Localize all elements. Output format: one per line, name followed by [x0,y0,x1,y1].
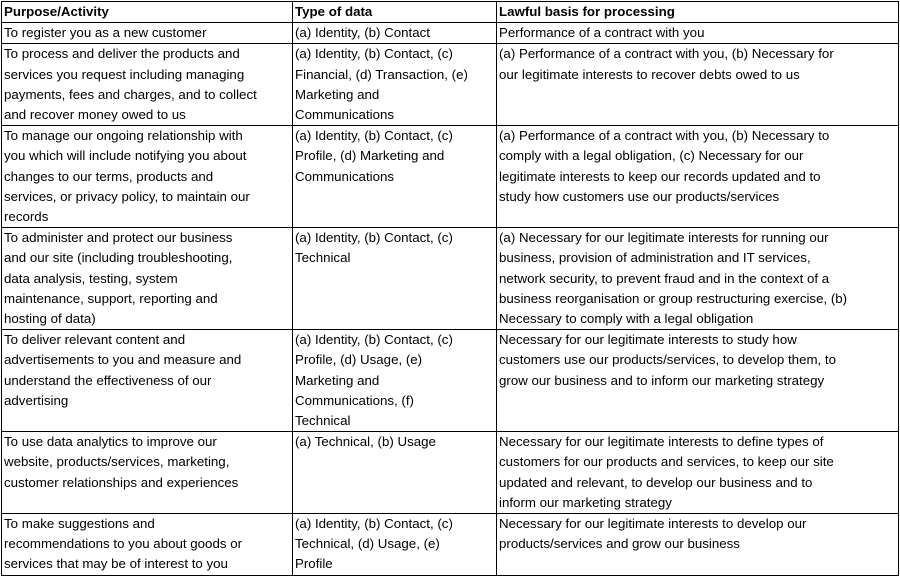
basis-cell: (a) Necessary for our legitimate interests for running our business, provision of administration and IT services, network security, to prevent fraud and in the context of a business reorganisation or group restructuring exercise, (b) Necessary to comply with a legal obligation [497,228,899,330]
purpose-cell: To manage our ongoing relationship with you which will include notifying you about changes to our terms, products and services, or privacy policy, to maintain our records [2,126,293,228]
purpose-cell: To register you as a new customer [2,23,293,44]
type-cell: (a) Identity, (b) Contact, (c) Profile, (d) Usage, (e) Marketing and Communications, (f) Technical [293,330,497,432]
table-row [2,330,899,432]
type-cell: (a) Identity, (b) Contact, (c) Technical, (d) Usage, (e) Profile [293,514,497,576]
header-type-of-data: Type of data [293,2,497,23]
table-row [2,432,899,514]
basis-cell: Necessary for our legitimate interests to study how customers use our products/services, to develop them, to grow our business and to inform our marketing strategy [497,330,899,432]
header-purpose: Purpose/Activity [2,2,293,23]
purpose-cell: To use data analytics to improve our website, products/services, marketing, customer relationships and experiences [2,432,293,514]
purpose-cell: To deliver relevant content and advertisements to you and measure and understand the effectiveness of our advertising [2,330,293,432]
basis-cell: (a) Performance of a contract with you, (b) Necessary for our legitimate interests to recover debts owed to us [497,44,899,126]
table-row [2,44,899,126]
table-row [2,23,899,44]
basis-cell: (a) Performance of a contract with you, (b) Necessary to comply with a legal obligation, (c) Necessary for our legitimate interests to keep our records updated and to study how customers use our products/services [497,126,899,228]
header-lawful-basis: Lawful basis for processing [497,2,899,23]
purpose-cell: To process and deliver the products and services you request including managing payments, fees and charges, and to collect and recover money owed to us [2,44,293,126]
basis-cell: Performance of a contract with you [497,23,899,44]
lawful-basis-table [1,1,899,576]
type-cell: (a) Technical, (b) Usage [293,432,497,514]
type-cell: (a) Identity, (b) Contact, (c) Technical [293,228,497,330]
purpose-cell: To make suggestions and recommendations to you about goods or services that may be of interest to you [2,514,293,576]
basis-cell: Necessary for our legitimate interests to develop our products/services and grow our business [497,514,899,576]
type-cell: (a) Identity, (b) Contact, (c) Financial, (d) Transaction, (e) Marketing and Communications [293,44,497,126]
purpose-cell: To administer and protect our business and our site (including troubleshooting, data analysis, testing, system maintenance, support, reporting and hosting of data) [2,228,293,330]
table-row [2,228,899,330]
type-cell: (a) Identity, (b) Contact, (c) Profile, (d) Marketing and Communications [293,126,497,228]
header-row [2,2,899,23]
basis-cell: Necessary for our legitimate interests to define types of customers for our products and services, to keep our site updated and relevant, to develop our business and to inform our marketing strategy [497,432,899,514]
table-row [2,514,899,576]
type-cell: (a) Identity, (b) Contact [293,23,497,44]
table-row [2,126,899,228]
